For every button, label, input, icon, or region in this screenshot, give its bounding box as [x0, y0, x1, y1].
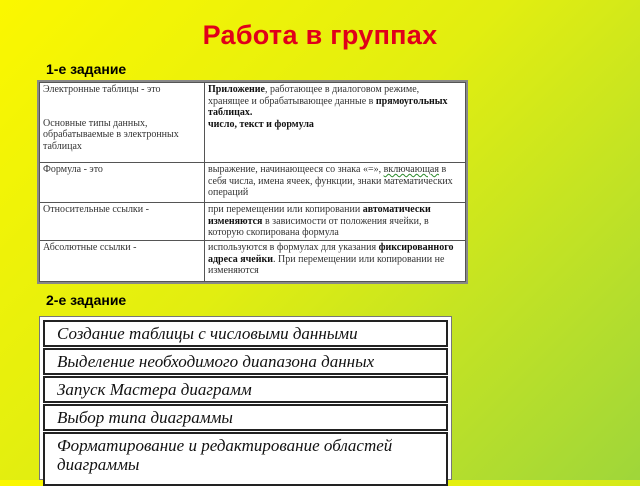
- term-text: Абсолютные ссылки -: [43, 242, 137, 253]
- term-text: Формула - это: [43, 164, 103, 175]
- table-cell-definition: [205, 241, 466, 282]
- table-cell-definition: [205, 203, 466, 241]
- definition-text: при перемещении или копировании: [208, 204, 363, 215]
- task1-label: 1-е задание: [46, 61, 127, 77]
- term-text: Относительные ссылки -: [43, 204, 149, 215]
- definition-bold: фиксированного адреса ячейки: [208, 242, 454, 265]
- definition-text: в себя числа, имена ячеек, функции, знаки математических операций: [208, 164, 453, 198]
- definition-text: , работающее в диалоговом режиме, хранящее и обрабатывающее данные в: [208, 84, 420, 107]
- term-text: Основные типы данных, обрабатываемые в электронных таблицах: [43, 117, 179, 152]
- table-cell-definition: [205, 163, 466, 203]
- definition-text: . При перемещении или копировании не изменяются: [208, 253, 445, 276]
- definition-text: используются в формулах для указания: [208, 242, 379, 253]
- table-cell-term: [40, 163, 205, 203]
- table-cell-definition: [205, 83, 466, 163]
- page-title: Работа в группах: [202, 20, 438, 50]
- list-item: Запуск Мастера диаграмм: [43, 376, 448, 403]
- definition-bold: Приложение: [208, 84, 265, 95]
- table-cell-term: [40, 83, 205, 163]
- definition-text: включающая: [383, 164, 439, 175]
- definition-text: выражение, начинающееся со знака «=»,: [208, 164, 384, 175]
- definitions-table: [37, 80, 468, 284]
- list-item: Создание таблицы с числовыми данными: [43, 320, 448, 347]
- definition-text: в зависимости от положения ячейки, в которую скопирована формула: [208, 215, 429, 238]
- table-row: [40, 241, 466, 282]
- table-cell-term: [40, 241, 205, 282]
- chart-steps-list: [39, 316, 452, 480]
- definition-bold: автоматически изменяются: [208, 204, 431, 227]
- table-row: [40, 163, 466, 203]
- list-item: Выделение необходимого диапазона данных: [43, 348, 448, 375]
- definition-bold: прямоугольных таблицах.: [208, 95, 448, 118]
- table-row: [40, 83, 466, 163]
- table-row: [40, 203, 466, 241]
- list-item: Форматирование и редактирование областей диаграммы: [43, 432, 448, 486]
- definition-bold: число, текст и формула: [208, 118, 314, 130]
- term-text: Электронные таблицы - это: [43, 84, 161, 95]
- task2-label: 2-е задание: [46, 292, 127, 308]
- list-item: Выбор типа диаграммы: [43, 404, 448, 431]
- table-cell-term: [40, 203, 205, 241]
